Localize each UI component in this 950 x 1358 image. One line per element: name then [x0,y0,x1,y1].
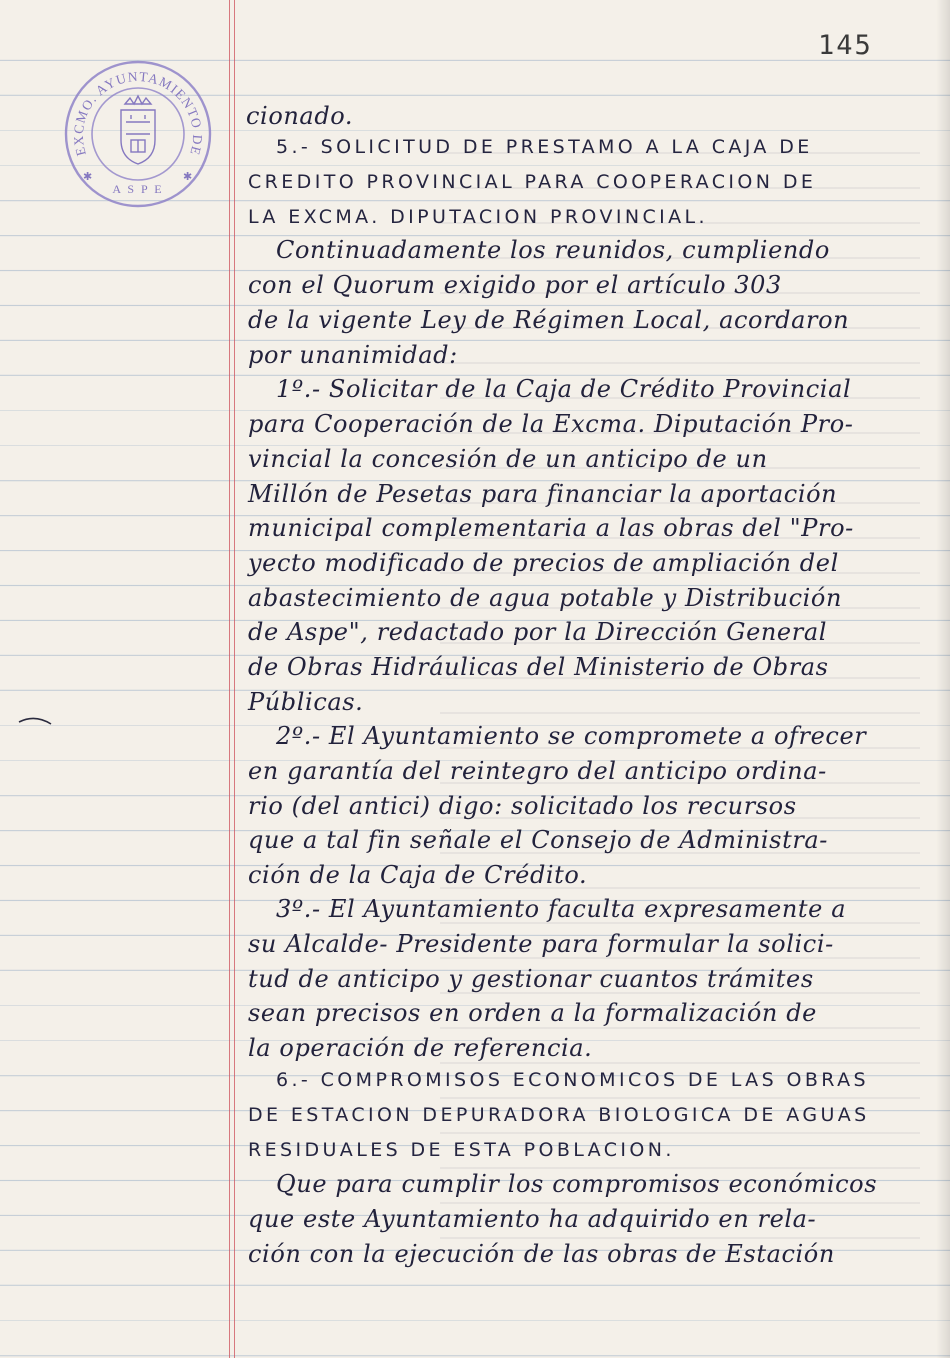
text-line: ción con la ejecución de las obras de Estación [248,1240,835,1268]
text-line: de Obras Hidráulicas del Ministerio de Obras [248,653,829,681]
section-heading: DE ESTACION DEPURADORA BIOLOGICA DE AGUAS [248,1104,870,1126]
text-line: su Alcalde- Presidente para formular la solici- [248,930,834,958]
section-heading: 6.- COMPROMISOS ECONOMICOS DE LAS OBRAS [276,1069,869,1091]
text-line: de la vigente Ley de Régimen Local, acordaron [248,306,850,334]
text-line: vincial la concesión de un anticipo de un [248,445,768,473]
section-heading: CREDITO PROVINCIAL PARA COOPERACION DE [248,171,817,193]
text-line: cionado. [246,102,354,130]
page-number: 145 [818,30,873,61]
text-line: que este Ayuntamiento ha adquirido en rela- [248,1205,817,1233]
seal-bottom-text: A S P E [112,182,164,196]
text-line: rio (del antici) digo: solicitado los recursos [248,792,797,820]
text-line: tud de anticipo y gestionar cuantos trámites [248,965,814,993]
text-line: Continuadamente los reunidos, cumpliendo [276,236,830,264]
text-line: 3º.- El Ayuntamiento faculta expresamente a [276,895,847,923]
text-line: con el Quorum exigido por el artículo 303 [248,271,782,299]
text-line: para Cooperación de la Excma. Diputación Pro- [248,410,854,438]
margin-rule [234,0,235,1358]
svg-text:✱: ✱ [83,170,93,183]
margin-rule [229,0,230,1358]
page-edge-shadow [936,0,950,1358]
section-heading: LA EXCMA. DIPUTACION PROVINCIAL. [248,206,708,228]
section-heading: 5.- SOLICITUD DE PRESTAMO A LA CAJA DE [276,136,813,158]
text-line: en garantía del reintegro del anticipo ordina- [248,757,827,785]
text-line: municipal complementaria a las obras del "Pro- [248,514,854,542]
text-line: de Aspe", redactado por la Dirección General [248,618,827,646]
text-line: abastecimiento de agua potable y Distribución [248,584,843,612]
text-line: 2º.- El Ayuntamiento se compromete a ofrecer [276,722,867,750]
text-line: Que para cumplir los compromisos económicos [276,1170,878,1198]
coat-of-arms-icon [121,96,155,164]
margin-tick-mark [17,712,53,738]
text-line: sean precisos en orden a la formalización de [248,999,817,1027]
text-line: Públicas. [248,688,364,716]
text-line: por unanimidad: [248,341,458,369]
svg-text:✱: ✱ [183,170,193,183]
section-heading: RESIDUALES DE ESTA POBLACION. [248,1139,675,1161]
seal-ring-text: EXCMO. AYUNTAMIENTO DE [70,68,206,158]
text-line: 1º.- Solicitar de la Caja de Crédito Provincial [276,375,852,403]
text-line: Millón de Pesetas para financiar la aportación [248,480,838,508]
text-line: la operación de referencia. [248,1034,593,1062]
text-line: ción de la Caja de Crédito. [248,861,588,889]
text-line: que a tal fin señale el Consejo de Administra- [248,826,829,854]
text-line: yecto modificado de precios de ampliación del [248,549,839,577]
ayuntamiento-seal [62,58,214,210]
